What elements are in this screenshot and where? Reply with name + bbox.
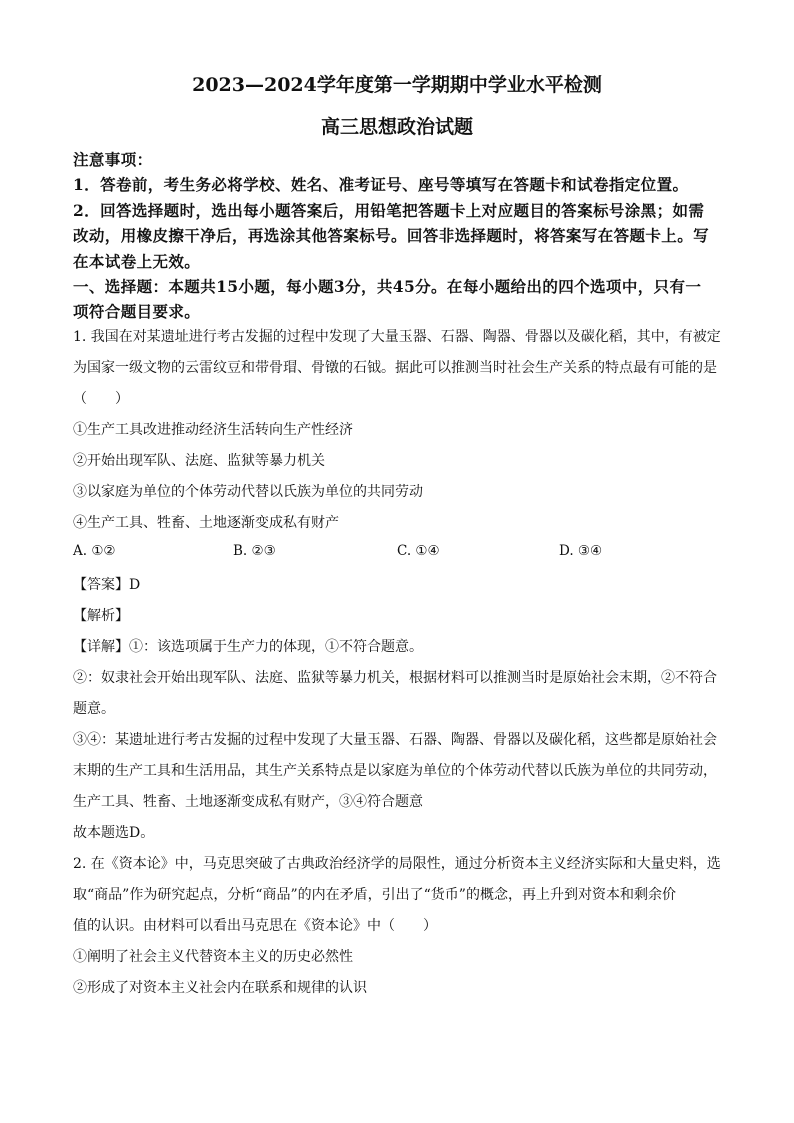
exam-title: 2023—2024学年度第一学期期中学业水平检测 bbox=[192, 74, 602, 96]
q1-stem-line-3: （ ） bbox=[73, 391, 129, 407]
q1-statement-1: ①生产工具改进推动经济生活转向生产性经济 bbox=[73, 422, 353, 438]
q2-stem-line-2: 取“商品”作为研究起点，分析“商品”的内在矛盾，引出了“货币”的概念，再上升到对资本和剩余价 bbox=[73, 887, 676, 903]
q1-option-d: D. ③④ bbox=[559, 543, 603, 559]
q1-statement-3: ③以家庭为单位的个体劳动代替以氏族为单位的共同劳动 bbox=[73, 484, 423, 500]
notice-item-2-line-1: 2．回答选择题时，选出每小题答案后，用铅笔把答题卡上对应题目的答案标号涂黑；如需 bbox=[73, 201, 705, 220]
q1-detail-3-line-1: ③④：某遗址进行考古发掘的过程中发现了大量玉器、石器、陶器、骨器以及碳化稻，这些都是原始社会 bbox=[73, 732, 717, 748]
section-1-heading-line-1: 一、选择题：本题共15小题，每小题3分，共45分。在每小题给出的四个选项中，只有一 bbox=[73, 277, 702, 296]
q1-option-a: A. ①② bbox=[73, 543, 116, 559]
q1-statement-4: ④生产工具、牲畜、土地逐渐变成私有财产 bbox=[73, 515, 339, 531]
q1-stem-line-2: 为国家一级文物的云雷纹豆和带骨瑁、骨镦的石钺。据此可以推测当时社会生产关系的特点最有可能的是 bbox=[73, 360, 717, 376]
notice-item-1: 1．答卷前，考生务必将学校、姓名、准考证号、座号等填写在答题卡和试卷指定位置。 bbox=[73, 175, 689, 194]
q1-conclusion: 故本题选D。 bbox=[73, 825, 155, 841]
q1-stem-line-1: 1. 我国在对某遗址进行考古发掘的过程中发现了大量玉器、石器、陶器、骨器以及碳化稻，其中，有被定 bbox=[73, 329, 721, 345]
q2-statement-1: ①阐明了社会主义代替资本主义的历史必然性 bbox=[73, 949, 353, 965]
q1-detail-3-line-3: 生产工具、牲畜、土地逐渐变成私有财产，③④符合题意 bbox=[73, 794, 423, 810]
q1-answer: 【答案】D bbox=[73, 577, 141, 593]
q2-stem-line-3: 值的认识。由材料可以看出马克思在《资本论》中（ ） bbox=[73, 918, 437, 934]
q2-stem-line-1: 2. 在《资本论》中，马克思突破了古典政治经济学的局限性，通过分析资本主义经济实际和大量史料，选 bbox=[73, 856, 721, 872]
q2-statement-2: ②形成了对资本主义社会内在联系和规律的认识 bbox=[73, 980, 367, 996]
notice-heading: 注意事项： bbox=[73, 150, 153, 169]
section-1-heading-line-2: 项符合题目要求。 bbox=[73, 302, 201, 321]
q1-analysis-label: 【解析】 bbox=[73, 608, 129, 624]
q1-option-b: B. ②③ bbox=[233, 543, 276, 559]
q1-detail-2-line-1: ②：奴隶社会开始出现军队、法庭、监狱等暴力机关，根据材料可以推测当时是原始社会末期，②不符合 bbox=[73, 670, 717, 686]
q1-detail-2-line-2: 题意。 bbox=[73, 701, 115, 717]
q1-option-c: C. ①④ bbox=[397, 543, 440, 559]
notice-item-2-line-2: 改动，用橡皮擦干净后，再选涂其他答案标号。回答非选择题时，将答案写在答题卡上。写 bbox=[73, 226, 710, 245]
notice-item-2-line-3: 在本试卷上无效。 bbox=[73, 252, 201, 271]
exam-subtitle: 高三思想政治试题 bbox=[320, 116, 473, 138]
q1-detail-3-line-2: 末期的生产工具和生活用品，其生产关系特点是以家庭为单位的个体劳动代替以氏族为单位的共同劳动， bbox=[73, 763, 717, 779]
q1-statement-2: ②开始出现军队、法庭、监狱等暴力机关 bbox=[73, 453, 325, 469]
q1-detail-1: 【详解】①：该选项属于生产力的体现，①不符合题意。 bbox=[73, 639, 423, 655]
